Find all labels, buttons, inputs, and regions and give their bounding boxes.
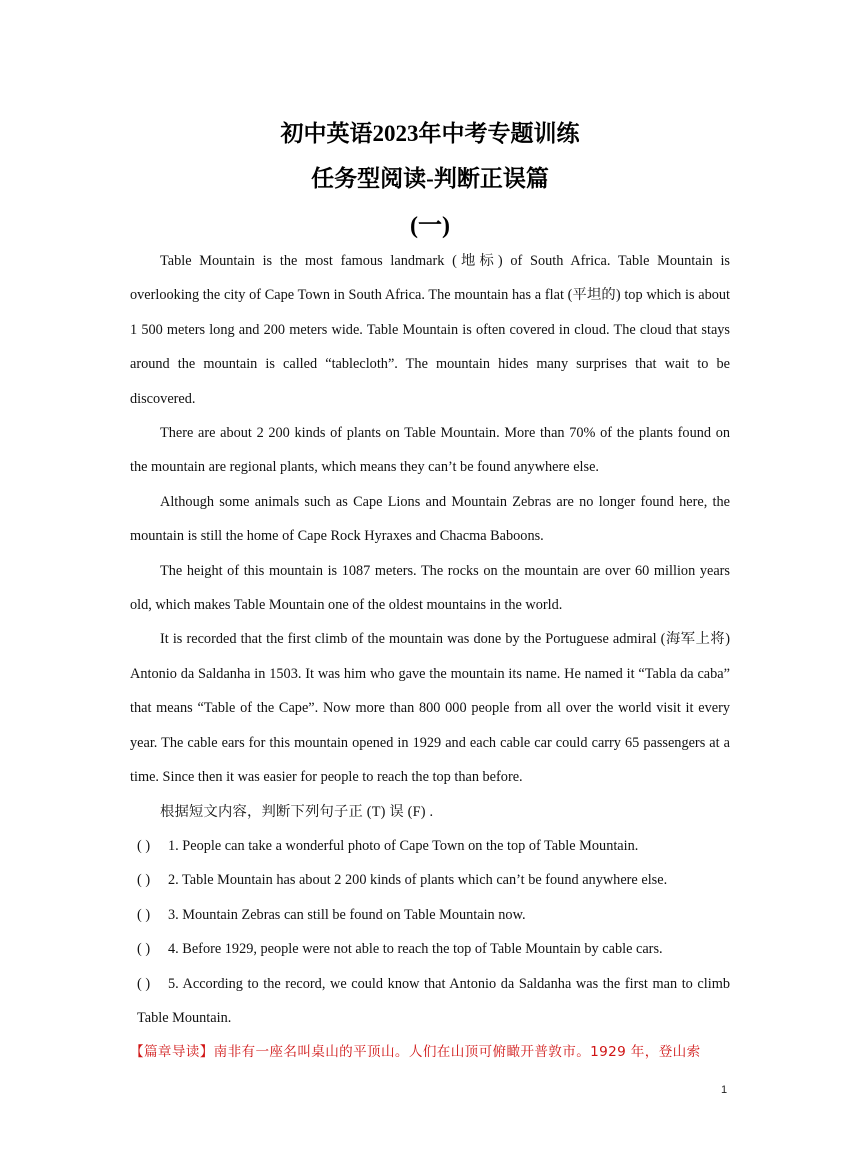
answer-blank[interactable]: ( ) — [137, 975, 151, 992]
question-text: 5. According to the record, we could know that Antonio da Saldanha was the first man to climb Table Mountain. — [137, 975, 730, 1026]
page-number: 1 — [721, 1084, 728, 1096]
answer-blank[interactable]: ( ) — [137, 941, 151, 958]
question-item-3 — [130, 898, 730, 932]
passage-paragraph-4: The height of this mountain is 1087 meters. The rocks on the mountain are over 60 million years old, which makes Table Mountain one of the oldest mountains in the world. — [130, 562, 730, 614]
page-subtitle: 任务型阅读-判断正误篇 — [311, 166, 549, 191]
answer-blank[interactable]: ( ) — [137, 872, 151, 889]
question-text: 2. Table Mountain has about 2 200 kinds of plants which can’t be found anywhere else. — [168, 872, 668, 889]
question-item-1 — [130, 829, 730, 863]
document-body — [130, 244, 730, 1070]
passage-paragraph-2: There are about 2 200 kinds of plants on Table Mountain. More than 70% of the plants found on the mountain are regional plants, which means they can’t be found anywhere else. — [130, 425, 730, 476]
answer-blank[interactable]: ( ) — [137, 837, 151, 854]
passage-paragraph-5: It is recorded that the first climb of the mountain was done by the Portuguese admiral (海军上将) Antonio da Saldanha in 1503. It was him who gave the mountain its name. He named it “Tabla da caba” that means “Table of the Cape”. Now more than 800 000 people from all over the world visit it every year. The cable ears for this mountain opened in 1929 and each cable car could carry 65 passengers at a time. Since then it was easier for people to reach the top than before. — [130, 631, 730, 786]
question-item-5 — [130, 967, 730, 1036]
question-instruction: 根据短文内容，判断下列句子正 (T) 误 (F) . — [160, 803, 434, 820]
chapter-guide: 【篇章导读】南非有一座名叫桌山的平顶山。人们在山顶可俯瞰开普敦市。1929 年，登山索 — [130, 1044, 701, 1061]
question-text: 3. Mountain Zebras can still be found on Table Mountain now. — [168, 906, 526, 923]
page-title: 初中英语2023年中考专题训练 — [280, 121, 580, 146]
question-item-4 — [130, 932, 730, 966]
question-text: 4. Before 1929, people were not able to reach the top of Table Mountain by cable cars. — [168, 941, 663, 958]
section-number: (一) — [410, 213, 450, 239]
passage-paragraph-1: Table Mountain is the most famous landmark (地标) of South Africa. Table Mountain is overlooking the city of Cape Town in South Africa. The mountain has a flat (平坦的) top which is about 1 500 meters long and 200 meters wide. Table Mountain is often covered in cloud. The cloud that stays around the mountain is called “tablecloth”. The mountain hides many surprises that wait to be discovered. — [130, 253, 730, 407]
question-item-2 — [130, 863, 730, 897]
passage-paragraph-3: Although some animals such as Cape Lions and Mountain Zebras are no longer found here, the mountain is still the home of Cape Rock Hyraxes and Chacma Baboons. — [130, 493, 730, 545]
question-text: 1. People can take a wonderful photo of Cape Town on the top of Table Mountain. — [168, 837, 639, 854]
answer-blank[interactable]: ( ) — [137, 906, 151, 923]
